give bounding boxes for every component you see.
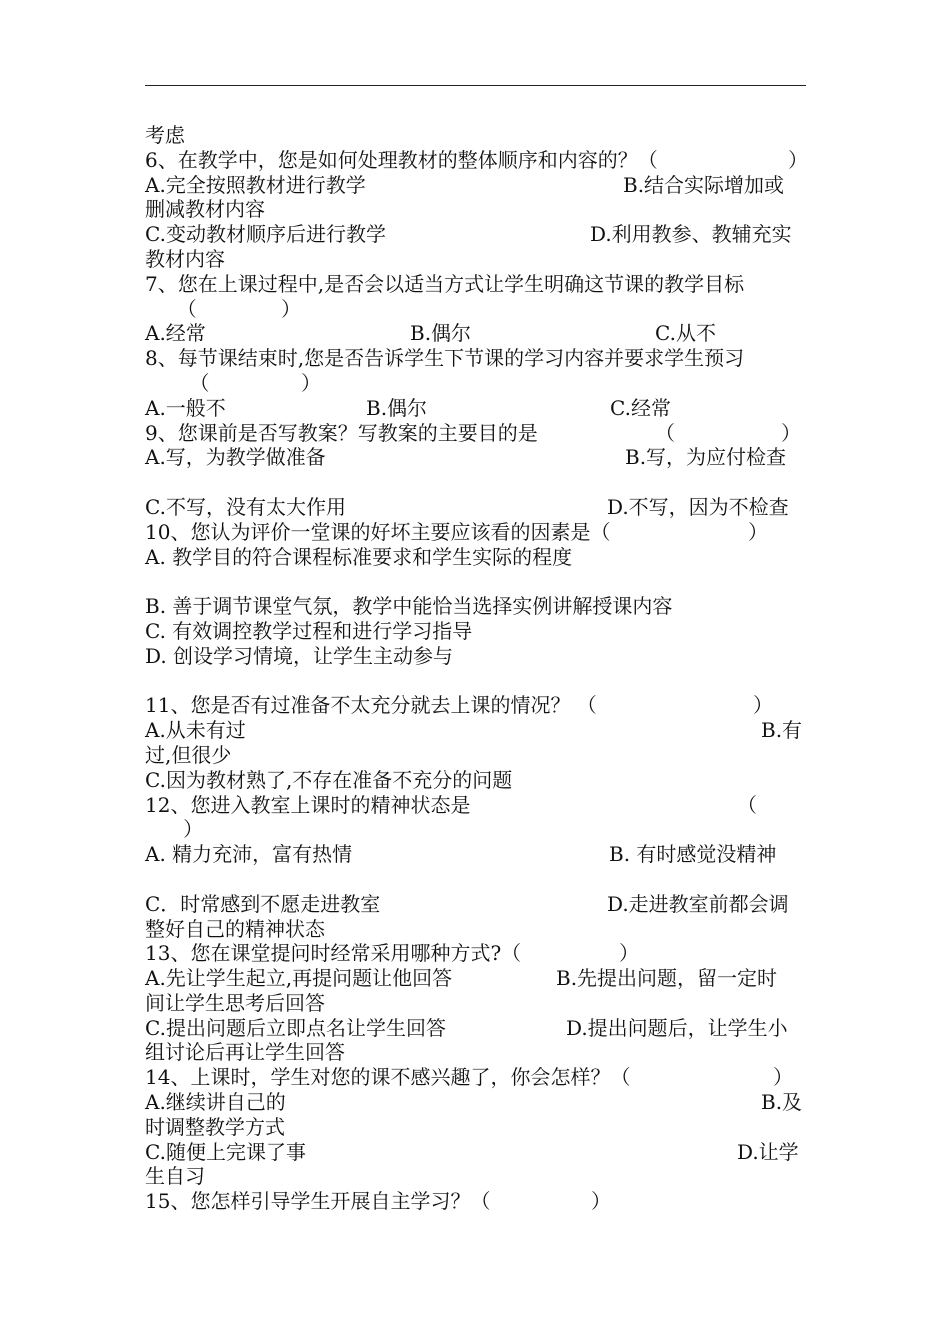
line-text: ） xyxy=(145,817,204,842)
text-line xyxy=(145,148,807,173)
text-line xyxy=(145,693,807,718)
line-text: 6、在教学中，您是如何处理教材的整体顺序和内容的？（ xyxy=(145,147,658,172)
line-text: D. 创设学习情境，让学生主动参与 xyxy=(145,643,454,668)
line-text: C.因为教材熟了,不存在准备不充分的问题 xyxy=(145,767,513,792)
line-right-text: D.不写，因为不检查 xyxy=(607,494,789,519)
text-line xyxy=(145,247,807,272)
line-text: 教材内容 xyxy=(145,246,225,271)
line-right-text: ） xyxy=(619,941,639,966)
questionnaire-body xyxy=(145,123,807,1214)
text-line xyxy=(145,1016,807,1041)
text-line xyxy=(145,594,807,619)
text-line xyxy=(145,1065,807,1090)
text-line xyxy=(145,1090,807,1115)
line-text: B. 善于调节课堂气氛，教学中能恰当选择实例讲解授课内容 xyxy=(145,594,673,619)
text-line xyxy=(145,842,807,867)
line-right-text: ） xyxy=(788,147,808,172)
line-text: 13、您在课堂提问时经常采用哪种方式?（ xyxy=(145,941,522,966)
text-line xyxy=(145,470,807,495)
text-line xyxy=(145,569,807,594)
text-line xyxy=(145,917,807,942)
text-line xyxy=(145,793,807,818)
text-line xyxy=(145,718,807,743)
line-text: A. 精力充沛，富有热情 xyxy=(145,842,353,867)
line-text: （ xyxy=(145,370,210,395)
text-line xyxy=(145,669,807,694)
line-text: A.从未有过 xyxy=(145,718,246,743)
line-text: 过,但很少 xyxy=(145,742,232,767)
line-text: 9、您课前是否写教案？写教案的主要目的是 xyxy=(145,420,538,445)
line-text: C.提出问题后立即点名让学生回答 xyxy=(145,1015,446,1040)
line-text: C．时常感到不愿走进教室 xyxy=(145,891,381,916)
line-right-text: B.写，为应付检查 xyxy=(625,445,787,470)
line-text: A.完全按照教材进行教学 xyxy=(145,172,366,197)
line-right-text: （ xyxy=(655,420,675,445)
text-line xyxy=(145,520,807,545)
text-line xyxy=(145,445,807,470)
text-line xyxy=(145,173,807,198)
line-right-text: D.提出问题后，让学生小 xyxy=(566,1015,788,1040)
line-text: C. 有效调控教学过程和进行学习指导 xyxy=(145,618,473,643)
text-line xyxy=(145,1040,807,1065)
text-line xyxy=(145,272,807,297)
line-text: A.继续讲自己的 xyxy=(145,1090,286,1115)
line-text: 考虑 xyxy=(145,123,185,147)
line-right-text: ） xyxy=(773,1065,793,1090)
line-text: C.随便上完课了事 xyxy=(145,1139,306,1164)
text-line xyxy=(145,768,807,793)
text-line xyxy=(145,966,807,991)
line-right-text: B.有 xyxy=(761,718,803,743)
text-line xyxy=(145,421,807,446)
line-right-text: ） xyxy=(281,296,301,321)
line-text: C.变动教材顺序后进行教学 xyxy=(145,222,386,247)
line-right-text: D.让学 xyxy=(737,1139,799,1164)
line-text: A.写，为教学做准备 xyxy=(145,445,326,470)
line-right-text: B.及 xyxy=(761,1090,803,1115)
header-rule xyxy=(145,85,806,86)
text-line xyxy=(145,743,807,768)
line-text: C.不写，没有太大作用 xyxy=(145,494,346,519)
text-line xyxy=(145,644,807,669)
text-line xyxy=(145,396,807,421)
line-text: A.一般不 xyxy=(145,395,226,420)
text-line xyxy=(145,1164,807,1189)
line-right-text: B.偶尔 xyxy=(366,395,428,420)
line-text: A.经常 xyxy=(145,321,206,346)
text-line xyxy=(145,867,807,892)
line-text: 生自习 xyxy=(145,1164,205,1189)
text-line xyxy=(145,1189,807,1214)
line-right-text: （ xyxy=(737,792,757,817)
line-text: 时调整教学方式 xyxy=(145,1114,285,1139)
line-right-text: B.结合实际增加或 xyxy=(623,172,785,197)
text-line xyxy=(145,371,807,396)
line-text: 7、您在上课过程中,是否会以适当方式让学生明确这节课的教学目标 xyxy=(145,271,745,296)
text-line xyxy=(145,1115,807,1140)
text-line xyxy=(145,222,807,247)
line-right-text: ） xyxy=(301,370,321,395)
line-text: 8、每节课结束时,您是否告诉学生下节课的学习内容并要求学生预习 xyxy=(145,346,745,371)
line-text: 10、您认为评价一堂课的好坏主要应该看的因素是（ xyxy=(145,519,611,544)
text-line xyxy=(145,545,807,570)
text-line xyxy=(145,495,807,520)
line-text: 组讨论后再让学生回答 xyxy=(145,1040,345,1065)
line-right-text: ） xyxy=(781,420,801,445)
line-right-text: ） xyxy=(591,1189,611,1214)
line-text: 间让学生思考后回答 xyxy=(145,990,325,1015)
text-line xyxy=(145,892,807,917)
line-text: 14、上课时，学生对您的课不感兴趣了，你会怎样？（ xyxy=(145,1065,631,1090)
line-right-text: D.利用教参、教辅充实 xyxy=(590,222,792,247)
text-line xyxy=(145,197,807,222)
text-line xyxy=(145,991,807,1016)
line-text: A. 教学目的符合课程标准要求和学生实际的程度 xyxy=(145,544,573,569)
line-text: （ xyxy=(145,296,197,321)
line-text: 11、您是否有过准备不太充分就去上课的情况？ （ xyxy=(145,693,597,718)
line-right-text: D.走进教室前都会调 xyxy=(607,891,789,916)
line-text: A.先让学生起立,再提问题让他回答 xyxy=(145,966,453,991)
text-line xyxy=(145,619,807,644)
line-right-text: C.经常 xyxy=(610,395,671,420)
line-right-text: B.偶尔 xyxy=(410,321,472,346)
line-text: 整好自己的精神状态 xyxy=(145,916,325,941)
line-right-text: C.从不 xyxy=(655,321,716,346)
line-text: 删减教材内容 xyxy=(145,197,265,222)
line-text: 15、您怎样引导学生开展自主学习？（ xyxy=(145,1189,491,1214)
text-line xyxy=(145,817,807,842)
line-right-text: B. 有时感觉没精神 xyxy=(609,842,777,867)
line-right-text: B.先提出问题，留一定时 xyxy=(556,966,778,991)
text-line xyxy=(145,123,807,148)
line-text: 12、您进入教室上课时的精神状态是 xyxy=(145,792,471,817)
line-right-text: ） xyxy=(753,693,773,718)
text-line xyxy=(145,941,807,966)
line-right-text: ） xyxy=(748,519,768,544)
text-line xyxy=(145,297,807,322)
text-line xyxy=(145,1140,807,1165)
text-line xyxy=(145,346,807,371)
text-line xyxy=(145,321,807,346)
